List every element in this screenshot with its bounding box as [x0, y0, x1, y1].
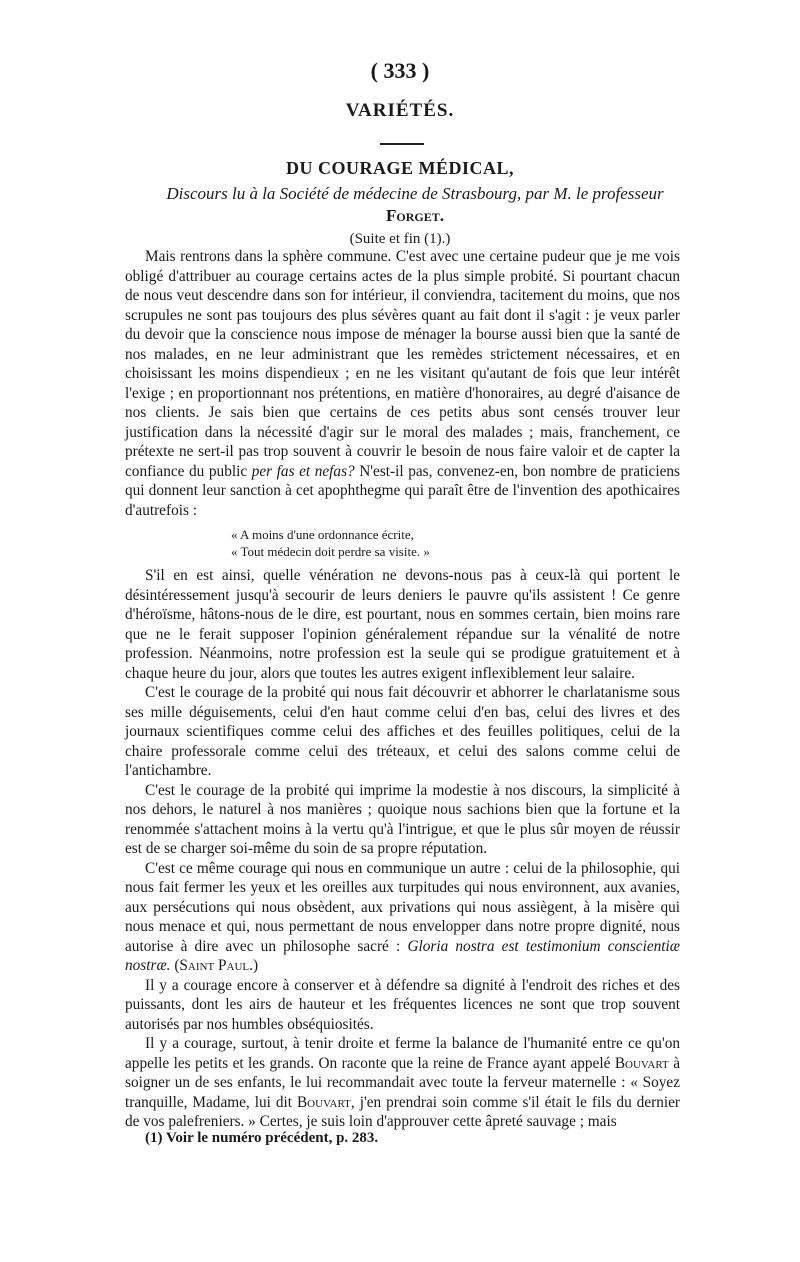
paragraph-6: Il y a courage encore à conserver et à défendre sa dignité à l'endroit des riches et des puissants, dont les airs de hauteur et les fréquentes licences ne sont que trop souvent autorisés par nos humbles obséquiosités. [125, 976, 680, 1033]
paragraph-7-b: à soigner un de ses enfants, le lui recommandait avec toute la ferveur maternelle : « Soyez tranquille, Madame, lui dit [125, 1054, 681, 1111]
paragraph-4: C'est le courage de la probité qui imprime la modestie à nos discours, la simplicité à nos dehors, le naturel à nos manières ; quoique nous sachions bien que la fortune et la renommée s'attachent moins à la vertu qu'à l'intrigue, et que le plus sûr moyen de réussir est de se charger soi-même du soin de sa propre réputation. [125, 781, 680, 857]
continuation-note: (Suite et fin (1).) [349, 231, 451, 247]
footnote: (1) Voir le numéro précédent, p. 283. [145, 1130, 379, 1146]
article-subtitle [135, 183, 695, 227]
subtitle-text: Discours lu à la Société de médecine de Strasbourg, par M. le professeur [166, 184, 664, 203]
paragraph-5-text: C'est ce même courage qui nous en communique un autre : celui de la philosophie, qui nous fait fermer les yeux et les oreilles aux turpitudes qui nous environnent, aux avanies, aux persécutions qui nous obsèdent, aux privations qui nous assiègent, à la misère qui nous menace et qui, nous permettant de nous envelopper dans notre propre dignité, nous autorise à dire avec un philosophe sacré : [125, 859, 680, 955]
quotation [231, 526, 680, 560]
person-name: Bouvart [296, 1093, 351, 1111]
paragraph-3: C'est le courage de la probité qui nous fait découvrir et abhorrer le charlatanisme sous ses mille déguisements, celui d'en haut comme celui d'en bas, celui des livres et des journaux scientifiques comme celui des affiches et des feuilles politiques, celui de la chaire professorale comme celui des tréteaux, et celui des salons comme celui de l'antichambre. [125, 684, 680, 779]
article-title: DU COURAGE MÉDICAL, [285, 158, 514, 178]
paragraph-1 [125, 247, 680, 520]
section-heading: VARIÉTÉS. [345, 100, 455, 121]
paragraph-7-a: Il y a courage, surtout, à tenir droite et ferme la balance de l'humanité entre ce qu'on appelle les petits et les grands. On raconte que la reine de France ayant appelé [125, 1035, 680, 1072]
heading-rule [380, 143, 424, 145]
paragraph-2: S'il en est ainsi, quelle vénération ne devons-nous pas à ceux-là qui portent le désintéressement jusqu'à secourir de leurs deniers le pauvre qu'ils assistent ! Ce genre d'héroïsme, hâtons-nous de le dire, est pourtant, nous en sommes certain, bien moins rare que ne le ferait supposer l'opinion généralement répandue sur la vénalité de notre profession. Néanmoins, notre profession est la seule qui se prodigue gratuitement et à chaque heure du jour, alors que toutes les autres exigent inflexiblement leur salaire. [125, 567, 680, 682]
paragraph-1-end: N'est-il pas, convenez-en, bon nombre de praticiens qui donnent leur sanction à cet apophthegme qui paraît être de l'invention des apothicaires d'autrefois : [125, 462, 680, 519]
author-name: Forget. [386, 206, 444, 225]
latin-phrase: per fas et nefas? [251, 462, 355, 480]
quote-line-2: « Tout médecin doit perdre sa visite. » [231, 544, 430, 559]
latin-citation: Gloria nostra est testimonium conscientiæ nostræ. [125, 937, 680, 974]
citation-reference: (Saint Paul.) [174, 957, 259, 974]
paragraph-7-c: , j'en prendrai soin comme s'il était le fils du dernier de vos palefreniers. » Certes, je suis loin d'approuver cette âpreté sauvage ; mais [125, 1093, 680, 1130]
paragraph-5 [125, 859, 680, 976]
paragraph-1-text: Mais rentrons dans la sphère commune. C'est avec une certaine pudeur que je me vois obligé d'attribuer au courage certains actes de la plus simple probité. Si pourtant chacun de nous veut descendre dans son for intérieur, il conviendra, tacitement du moins, que nos scrupules ne sont pas toujours des plus sévères quant au fait dont il s'agit : je veux parler du devoir que la conscience nous impose de ménager la bourse aussi bien que la santé de nos malades, en ne leur administrant que les remèdes strictement nécessaires, et en choisissant les moins dispendieux ; en ne les visitant qu'autant de fois que leur intérêt l'exige ; en proportionnant nos prétentions, en matière d'honoraires, au degré d'aisance de nos clients. Je sais bien que certains de ces petits abus sont censés trouver leur justification dans la nécessité d'agir sur le moral des malades ; mais, franchement, ce prétexte ne sert-il pas trop souvent à couvrir le besoin de nous faire valoir et de capter la confiance du public [125, 248, 680, 480]
article-body [125, 247, 680, 1132]
person-name: Bouvart [614, 1054, 669, 1072]
page-number: ( 333 ) [370, 58, 430, 83]
quote-line-1: « A moins d'une ordonnance écrite, [231, 527, 414, 542]
paragraph-7 [125, 1034, 680, 1132]
